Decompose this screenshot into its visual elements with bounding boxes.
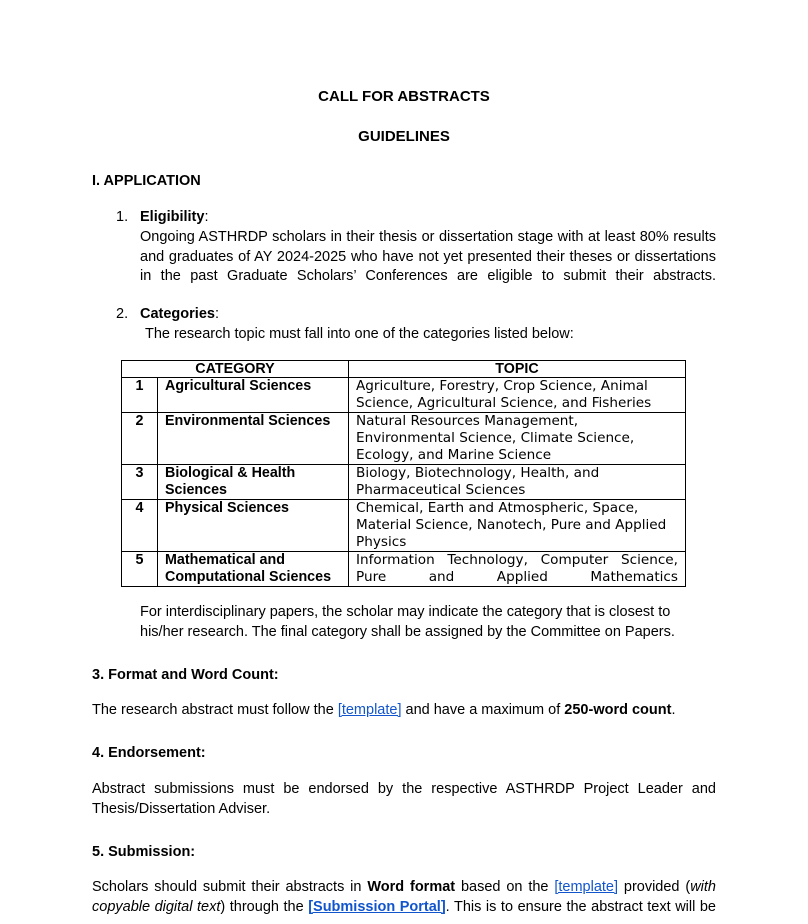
format-text-before: The research abstract must follow the [92,702,338,718]
table-row [122,500,686,552]
eligibility-number: 1. [116,209,129,225]
submission-template-link[interactable]: [template] [554,879,619,895]
categories-number: 2. [116,306,129,322]
row-category: Environmental Sciences [158,413,349,465]
template-link[interactable]: [template] [337,702,402,718]
format-text [92,702,732,718]
row-category: Physical Sciences [158,500,349,552]
row-number: 1 [122,378,158,413]
row-topic: Chemical, Earth and Atmospheric, Space, Material Science, Nanotech, Pure and Applied Physics [349,500,686,552]
row-topic: Biology, Biotechnology, Health, and Pharmaceutical Sciences [349,465,686,500]
format-text-after: . [671,702,676,718]
submission-heading: 5. Submission: [92,844,196,860]
row-topic: Information Technology, Computer Science, Pure and Applied Mathematics [349,552,686,587]
submission-text-1: Scholars should submit their abstracts in [92,879,368,895]
submission-text-4: ) through the [220,898,309,915]
row-number: 4 [122,500,158,552]
eligibility-colon: : [204,209,209,225]
copyable-text-note: with copyable digital text [92,879,716,915]
table-row [122,552,686,587]
eligibility-text: Ongoing ASTHRDP scholars in their thesis or dissertation stage with at least 80% results and graduates of AY 2024-2025 who have not yet presented their theses or dissertations in the past Graduate Scholars’ Conferences are eligible to submit their abstracts. [140,229,716,284]
categories-intro: The research topic must fall into one of the categories listed below: [145,326,574,342]
row-topic: Agriculture, Forestry, Crop Science, Animal Science, Agricultural Science, and Fisheries [349,378,686,413]
row-category: Mathematical and Computational Sciences [158,552,349,587]
eligibility-label-line [140,209,208,225]
header-topic: TOPIC [349,361,686,378]
table-row [122,413,686,465]
table-row [122,378,686,413]
word-format: Word format [367,879,456,895]
section-application-heading: I. APPLICATION [92,173,201,189]
eligibility-label: Eligibility [140,209,205,225]
row-category: Agricultural Sciences [158,378,349,413]
endorsement-text: Abstract submissions must be endorsed by the respective ASTHRDP Project Leader and Thesis/Dissertation Adviser. [92,781,716,817]
format-heading: 3. Format and Word Count: [92,667,279,683]
categories-label: Categories [140,306,215,322]
row-topic: Natural Resources Management, Environmental Science, Climate Science, Ecology, and Marine Science [349,413,686,465]
submission-text-5: . This is to ensure the abstract text will be [445,898,716,915]
categories-label-line [140,306,219,322]
format-text-middle: and have a maximum of [401,702,565,718]
document-subtitle: GUIDELINES [358,128,450,145]
row-number: 2 [122,413,158,465]
submission-text-3: provided ( [618,879,691,895]
header-category: CATEGORY [122,361,349,378]
interdisciplinary-note: For interdisciplinary papers, the scholar may indicate the category that is closest to his/her research. The final category shall be assigned by the Committee on Papers. [140,604,675,640]
row-number: 3 [122,465,158,500]
submission-text [92,878,716,917]
submission-portal-link[interactable]: [Submission Portal] [308,898,446,915]
categories-table [121,360,686,587]
table-row [122,465,686,500]
endorsement-heading: 4. Endorsement: [92,745,206,761]
categories-colon: : [214,306,219,322]
document-title: CALL FOR ABSTRACTS [318,88,490,105]
row-category: Biological & Health Sciences [158,465,349,500]
submission-text-2: based on the [455,879,555,895]
row-number: 5 [122,552,158,587]
word-count-limit: 250-word count [564,702,672,718]
table-header-row [122,361,686,378]
